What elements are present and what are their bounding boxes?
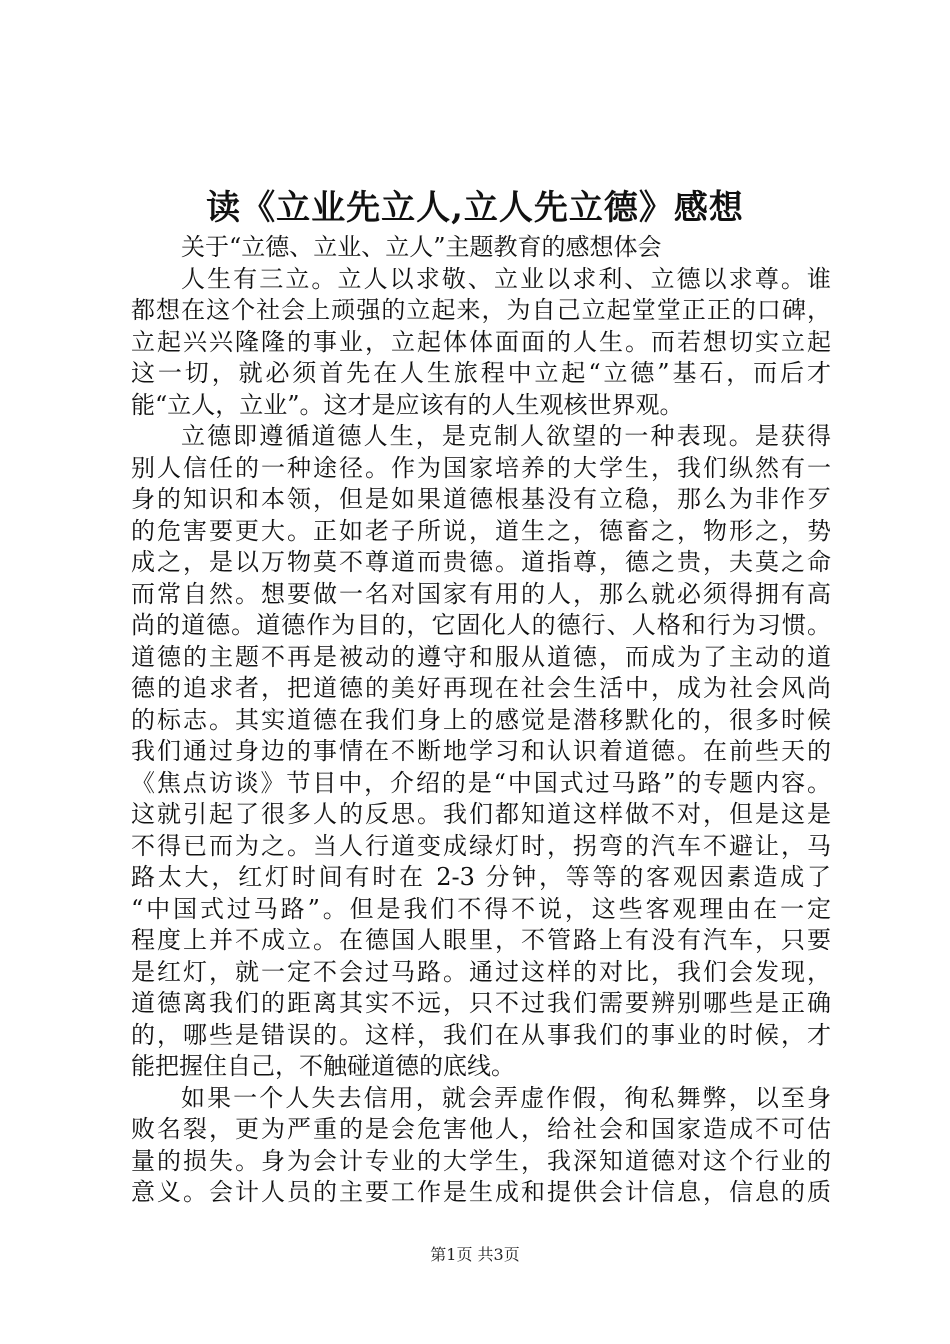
text-line: “中国式过马路”。但是我们不得不说，这些客观理由在一定 xyxy=(131,894,831,923)
text-line: 别人信任的一种途径。作为国家培养的大学生，我们纵然有一 xyxy=(131,453,831,482)
text-line: 都想在这个社会上顽强的立起来，为自己立起堂堂正正的口碑， xyxy=(131,296,831,324)
page-footer: 第1页 共3页 xyxy=(430,1245,520,1264)
text-line: 立德即遵循道德人生，是克制人欲望的一种表现。是获得 xyxy=(181,422,831,450)
text-line: 的，哪些是错误的。这样，我们在从事我们的事业的时候，才 xyxy=(131,1020,831,1049)
text-line: 而常自然。想要做一名对国家有用的人，那么就必须得拥有高 xyxy=(131,579,831,608)
text-line: 这就引起了很多人的反思。我们都知道这样做不对，但是这是 xyxy=(131,800,831,828)
document-title: 读《立业先立人,立人先立德》感想 xyxy=(206,188,744,228)
text-line: 尚的道德。道德作为目的，它固化人的德行、人格和行为习惯。 xyxy=(131,611,831,639)
text-line: 量的损失。身为会计专业的大学生，我深知道德对这个行业的 xyxy=(131,1146,831,1175)
text-line: 如果一个人失去信用，就会弄虚作假，徇私舞弊，以至身 xyxy=(181,1083,831,1112)
text-line: 道德离我们的距离其实不远，只不过我们需要辨别哪些是正确 xyxy=(131,989,831,1017)
text-line: 能把握住自己，不触碰道德的底线。 xyxy=(131,1052,515,1080)
text-line: 不得已而为之。当人行道变成绿灯时，拐弯的汽车不避让，马 xyxy=(131,831,831,860)
text-line: 程度上并不成立。在德国人眼里，不管路上有没有汽车，只要 xyxy=(131,926,831,954)
subtitle-line: 关于“立德、立业、立人”主题教育的感想体会 xyxy=(181,233,662,261)
text-line: 身的知识和本领，但是如果道德根基没有立稳，那么为非作歹 xyxy=(131,485,831,513)
text-line: 路太大，红灯时间有时在 2-3 分钟，等等的客观因素造成了 xyxy=(131,863,831,891)
text-line: 是红灯，就一定不会过马路。通过这样的对比，我们会发现， xyxy=(131,957,831,986)
text-line: 败名裂，更为严重的是会危害他人，给社会和国家造成不可估 xyxy=(131,1115,831,1143)
document-body xyxy=(131,232,831,1209)
text-line: 这一切，就必须首先在人生旅程中立起“立德”基石，而后才 xyxy=(131,359,831,387)
text-line: 《焦点访谈》节目中，介绍的是“中国式过马路”的专题内容。 xyxy=(131,768,831,797)
text-line: 我们通过身边的事情在不断地学习和认识着道德。在前些天的 xyxy=(131,737,831,765)
text-line: 的危害要更大。正如老子所说，道生之，德畜之，物形之，势 xyxy=(131,516,831,545)
text-line: 的标志。其实道德在我们身上的感觉是潜移默化的，很多时候 xyxy=(131,705,831,734)
text-line: 意义。会计人员的主要工作是生成和提供会计信息，信息的质 xyxy=(131,1178,831,1206)
text-line: 成之，是以万物莫不尊道而贵德。道指尊，德之贵，夫莫之命 xyxy=(131,548,831,576)
text-line: 德的追求者，把道德的美好再现在社会生活中，成为社会风尚 xyxy=(131,674,831,702)
text-line: 道德的主题不再是被动的遵守和服从道德，而成为了主动的道 xyxy=(131,642,831,671)
text-line: 能“立人，立业”。这才是应该有的人生观核世界观。 xyxy=(131,390,684,419)
text-line: 人生有三立。立人以求敬、立业以求利、立德以求尊。谁 xyxy=(181,264,831,293)
text-line: 立起兴兴隆隆的事业，立起体体面面的人生。而若想切实立起 xyxy=(131,327,831,356)
